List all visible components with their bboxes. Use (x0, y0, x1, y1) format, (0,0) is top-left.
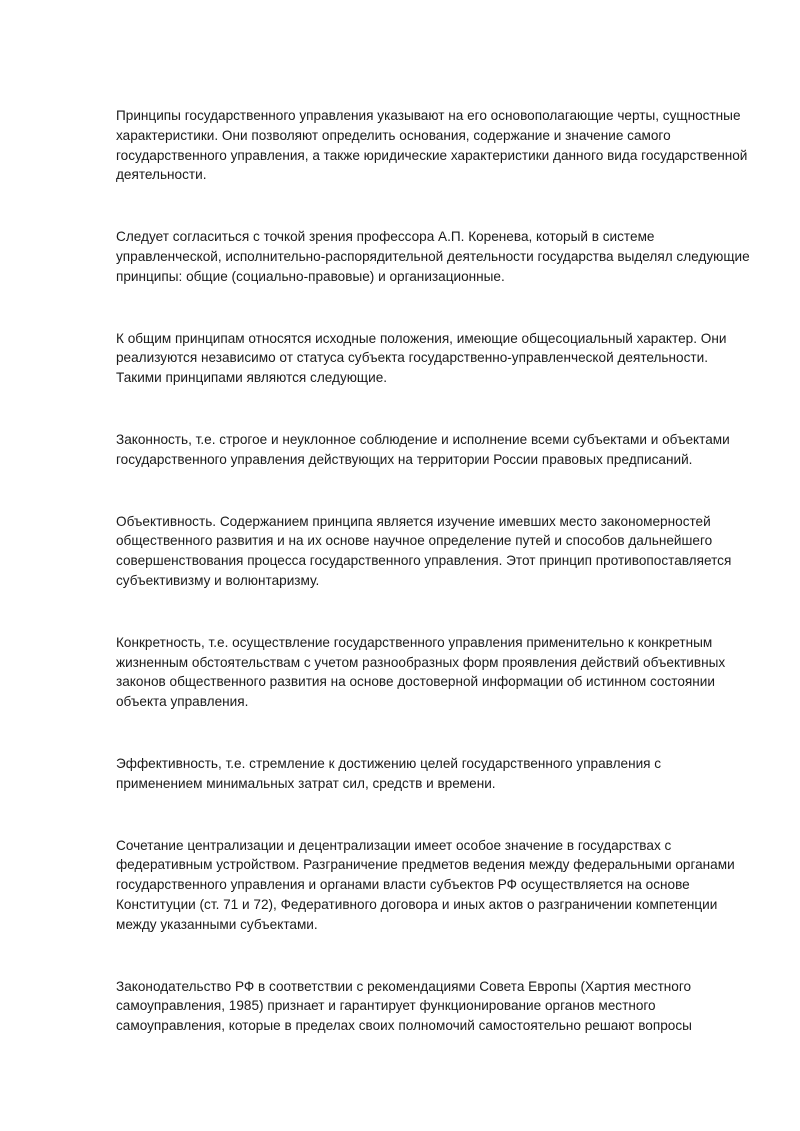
paragraph-general-principles: К общим принципам относятся исходные положения, имеющие общесоциальный характер. Они реализуются независимо от статуса субъекта государственно-управленческой деятельности. Такими принципами являются следующие. (116, 330, 727, 386)
paragraph-intro: Принципы государственного управления указывают на его основополагающие черты, сущностные характеристики. Они позволяют определить основания, содержание и значение самого государственного управления, а также юридические характеристики данного вида государственной деятельности. (116, 108, 748, 183)
paragraph-legality: Законность, т.е. строгое и неуклонное соблюдение и исполнение всеми субъектами и объектами государственного управления действующих на территории России правовых предписаний. (116, 431, 730, 467)
paragraph-efficiency: Эффективность, т.е. стремление к достижению целей государственного управления с применением минимальных затрат сил, средств и времени. (116, 755, 662, 791)
document-body (116, 106, 750, 1078)
paragraph-concreteness: Конкретность, т.е. осуществление государственного управления применительно к конкретным жизненным обстоятельствам с учетом разнообразных форм проявления действий объективных законов общественного развития на основе достоверной информации об истинном состоянии объекта управления. (116, 634, 726, 710)
paragraph-korenev: Следует согласиться с точкой зрения профессора А.П. Коренева, который в системе управленческой, исполнительно-распорядительной деятельности государства выделял следующие принципы: общие (социально-правовые) и организационные. (116, 229, 750, 284)
paragraph-legislation: Законодательство РФ в соответствии с рекомендациями Совета Европы (Хартия местного самоуправления, 1985) признает и гарантирует функционирование органов местного самоуправления, которые в пределах своих полномочий самостоятельно решают вопросы (116, 978, 692, 1034)
paragraph-centralization: Сочетание централизации и децентрализации имеет особое значение в государствах с федеративным устройством. Разграничение предметов ведения между федеральными органами государственного управления и органами власти субъектов РФ осуществляется на основе Конституции (ст. 71 и 72), Федеративного договора и иных актов о разграничении компетенции между указанными субъектами. (116, 837, 735, 932)
paragraph-objectivity: Объективность. Содержанием принципа является изучение имевших место закономерностей общественного развития и на их основе научное определение путей и способов дальнейшего совершенствования процесса государственного управления. Этот принцип противопоставляется субъективизму и волюнтаризму. (116, 513, 732, 588)
